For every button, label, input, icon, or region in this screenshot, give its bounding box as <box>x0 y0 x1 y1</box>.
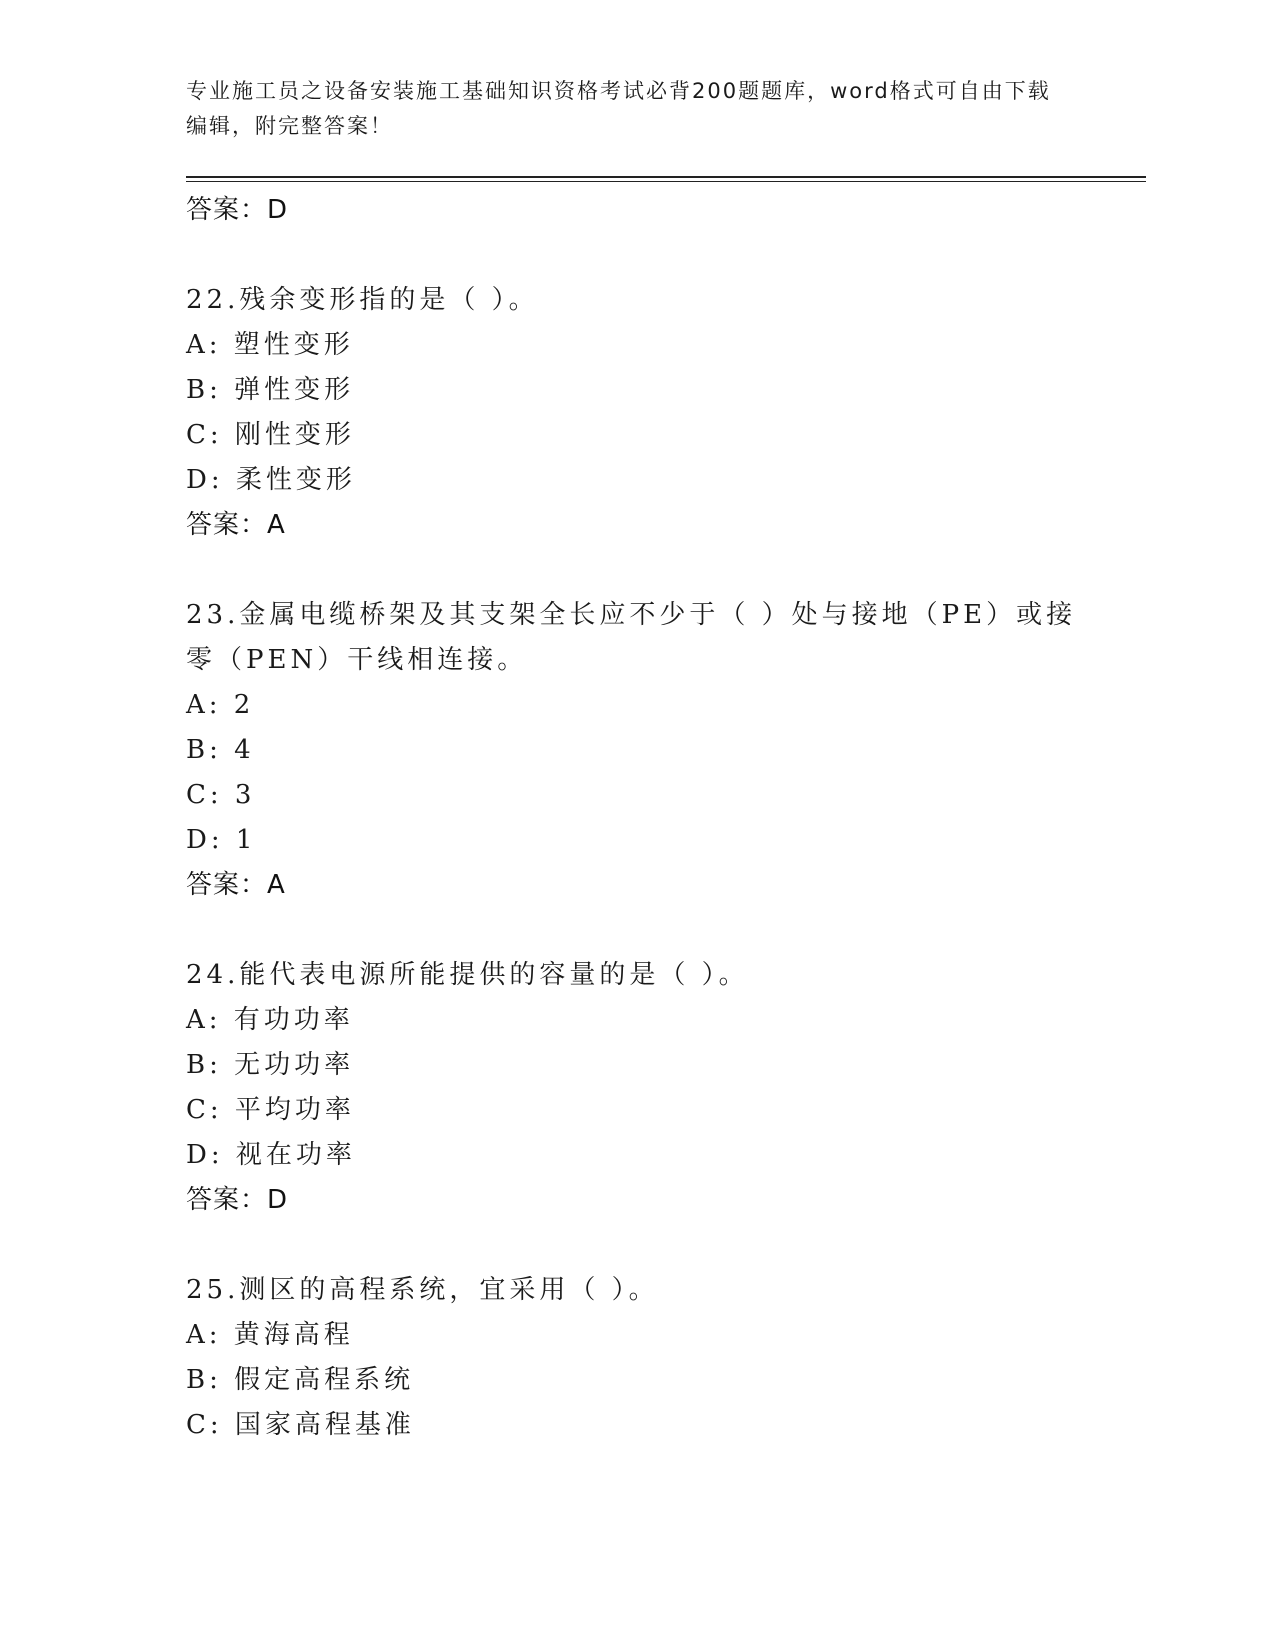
question-content <box>186 188 1086 1448</box>
spacer <box>186 1223 1086 1268</box>
question-block <box>186 278 1086 548</box>
option-b: B: 假定高程系统 <box>186 1365 415 1395</box>
document-header: 专业施工员之设备安装施工基础知识资格考试必背200题题库，word格式可自由下载编辑，附完整答案！ <box>186 79 1051 138</box>
question-answer: 答案：A <box>186 870 286 900</box>
option-b: B: 弹性变形 <box>186 375 355 405</box>
option-a: A: 2 <box>186 690 255 720</box>
option-d: D: 视在功率 <box>186 1140 356 1170</box>
option-c: C: 刚性变形 <box>186 420 355 450</box>
option-d: D: 1 <box>186 825 257 855</box>
option-a: A: 有功功率 <box>186 1005 354 1035</box>
option-c: C: 平均功率 <box>186 1095 355 1125</box>
spacer <box>186 908 1086 953</box>
question-stem: 23.金属电缆桥架及其支架全长应不少于（ ）处与接地（PE）或接零（PEN）干线相连接。 <box>186 600 1077 675</box>
question-block <box>186 1268 1086 1448</box>
option-b: B: 无功功率 <box>186 1050 355 1080</box>
option-c: C: 3 <box>186 780 256 810</box>
spacer <box>186 233 1086 278</box>
option-c: C: 国家高程基准 <box>186 1410 415 1440</box>
question-block <box>186 593 1086 908</box>
question-answer: 答案：A <box>186 510 286 540</box>
previous-answer: 答案：D <box>186 195 289 225</box>
option-a: A: 塑性变形 <box>186 330 354 360</box>
option-a: A: 黄海高程 <box>186 1320 354 1350</box>
question-stem: 22.残余变形指的是（ ）。 <box>186 285 539 315</box>
question-stem: 24.能代表电源所能提供的容量的是（ ）。 <box>186 960 749 990</box>
question-stem: 25.测区的高程系统，宜采用（ ）。 <box>186 1275 659 1305</box>
option-d: D: 柔性变形 <box>186 465 356 495</box>
header-rule-thin <box>186 181 1146 182</box>
question-answer: 答案：D <box>186 1185 289 1215</box>
option-b: B: 4 <box>186 735 255 765</box>
spacer <box>186 548 1086 593</box>
question-block <box>186 953 1086 1223</box>
header-rule-thick <box>186 176 1146 178</box>
